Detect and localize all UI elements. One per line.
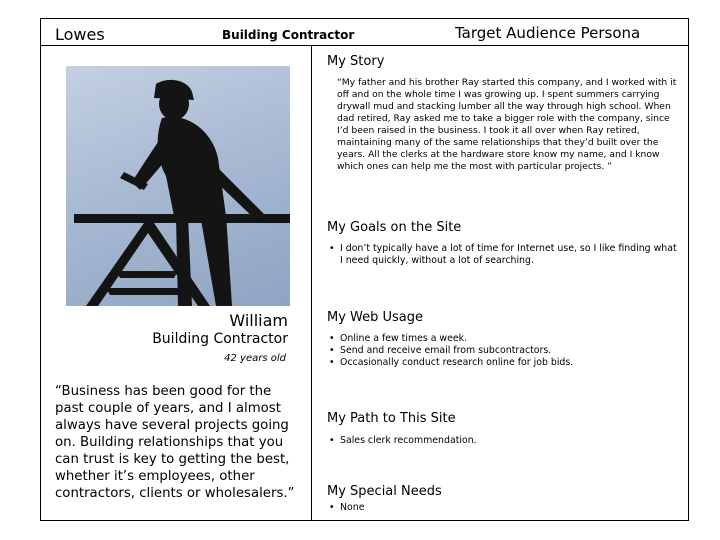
persona-quote: “Business has been good for the past couple of years, and I almost always have several projects going on. Building relationships that you can trust is key to getting the best, whether it’s employees, other contractors, clients or wholesalers.” — [55, 384, 295, 501]
company-name: Lowes — [55, 25, 105, 44]
persona-role: Building Contractor — [152, 331, 288, 347]
bullet-icon: • — [329, 345, 335, 356]
needs-heading: My Special Needs — [327, 484, 442, 499]
left-leg-shape — [176, 216, 192, 306]
list-item-text: Sales clerk recommendation. — [340, 435, 477, 446]
list-item-text: Send and receive email from subcontractors. — [340, 345, 552, 356]
column-divider — [311, 45, 312, 521]
head-shape — [159, 88, 189, 120]
document-title: Target Audience Persona — [455, 24, 641, 42]
list-item — [329, 243, 681, 267]
list-item-text: I don’t typically have a lot of time for Internet use, so I like finding what I need quickly, without a lot of searching. — [340, 243, 677, 266]
persona-photo — [66, 66, 290, 306]
web-usage-heading: My Web Usage — [327, 310, 424, 325]
header-divider — [40, 45, 689, 46]
story-heading: My Story — [327, 54, 385, 69]
story-text: “My father and his brother Ray started this company, and I worked with it off and on the whole time I was growing up. I spent summers carrying drywall mud and stacking lumber all the way through high school. When dad retired, Ray asked me to take a bigger role with the company, since I’d been raised in the business. I took it all over when Ray retired, maintaining many of the same relationships that they’d built over the years. All the clerks at the hardware store know my name, and I know which ones can help me the most with particular projects. ” — [337, 77, 677, 172]
bullet-icon: • — [329, 435, 335, 446]
web-usage-list — [329, 333, 681, 369]
scaffold-crossbar — [116, 271, 178, 278]
list-item — [329, 357, 681, 369]
goals-list — [329, 243, 681, 267]
header-role: Building Contractor — [222, 28, 355, 42]
list-item-text: None — [340, 502, 365, 513]
goals-heading: My Goals on the Site — [327, 220, 462, 235]
list-item — [329, 345, 681, 357]
persona-name: William — [229, 311, 288, 330]
list-item-text: Online a few times a week. — [340, 333, 468, 344]
right-leg-shape — [200, 214, 232, 306]
needs-list — [329, 502, 681, 514]
bullet-icon: • — [329, 502, 335, 513]
scaffold-crossbar-low — [106, 288, 190, 295]
list-item — [329, 435, 681, 447]
list-item-text: Occasionally conduct research online for job bids. — [340, 357, 574, 368]
list-item — [329, 502, 681, 514]
bullet-icon: • — [329, 333, 335, 344]
path-heading: My Path to This Site — [327, 411, 456, 426]
path-list — [329, 435, 681, 447]
bullet-icon: • — [329, 243, 335, 254]
persona-age: 42 years old — [224, 353, 286, 364]
list-item — [329, 333, 681, 345]
bullet-icon: • — [329, 357, 335, 368]
contractor-silhouette-image — [66, 66, 290, 306]
